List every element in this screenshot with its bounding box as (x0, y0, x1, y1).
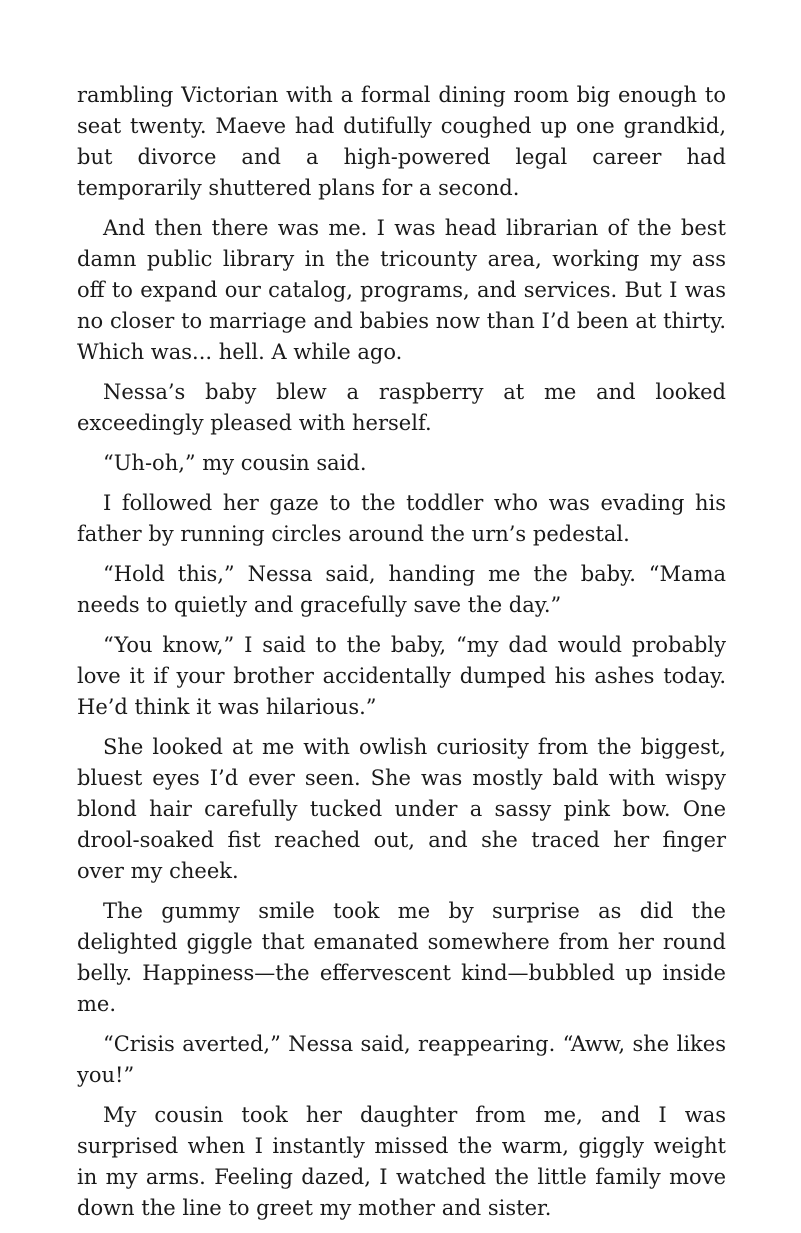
paragraph: I followed her gaze to the toddler who was evading his father by running circles around the urn’s pedestal. (77, 491, 726, 546)
paragraph-continuation: rambling Victorian with a formal dining room big enough to seat twenty. Maeve had dutifully coughed up one grandkid, but divorce and a high-powered legal career had temporarily shuttered plans for a second. (77, 83, 726, 200)
paragraph: “You know,” I said to the baby, “my dad would probably love it if your brother accidentally dumped his ashes today. He’d think it was hilarious.” (77, 633, 726, 719)
paragraph: Nessa’s baby blew a raspberry at me and looked exceedingly pleased with herself. (77, 380, 726, 435)
paragraph: “Crisis averted,” Nessa said, reappearing. “Aww, she likes you!” (77, 1032, 726, 1087)
paragraph: She looked at me with owlish curiosity from the biggest, bluest eyes I’d ever seen. She was mostly bald with wispy blond hair carefully tucked under a sassy pink bow. One drool-soaked fist reached out, and she traced her finger over my cheek. (77, 735, 726, 883)
paragraph: And then there was me. I was head librarian of the best damn public library in the tricounty area, working my ass off to expand our catalog, programs, and services. But I was no closer to marriage and babies now than I’d been at thirty. Which was... hell. A while ago. (77, 216, 726, 364)
book-page-body (77, 80, 726, 1233)
paragraph: “Hold this,” Nessa said, handing me the baby. “Mama needs to quietly and gracefully save the day.” (77, 562, 726, 617)
paragraph: The gummy smile took me by surprise as did the delighted giggle that emanated somewhere from her round belly. Happiness—the effervescent kind—bubbled up inside me. (77, 899, 726, 1016)
paragraph: My cousin took her daughter from me, and I was surprised when I instantly missed the warm, giggly weight in my arms. Feeling dazed, I watched the little family move down the line to greet my mother and sister. (77, 1103, 726, 1220)
paragraph: “Uh-oh,” my cousin said. (103, 451, 367, 475)
